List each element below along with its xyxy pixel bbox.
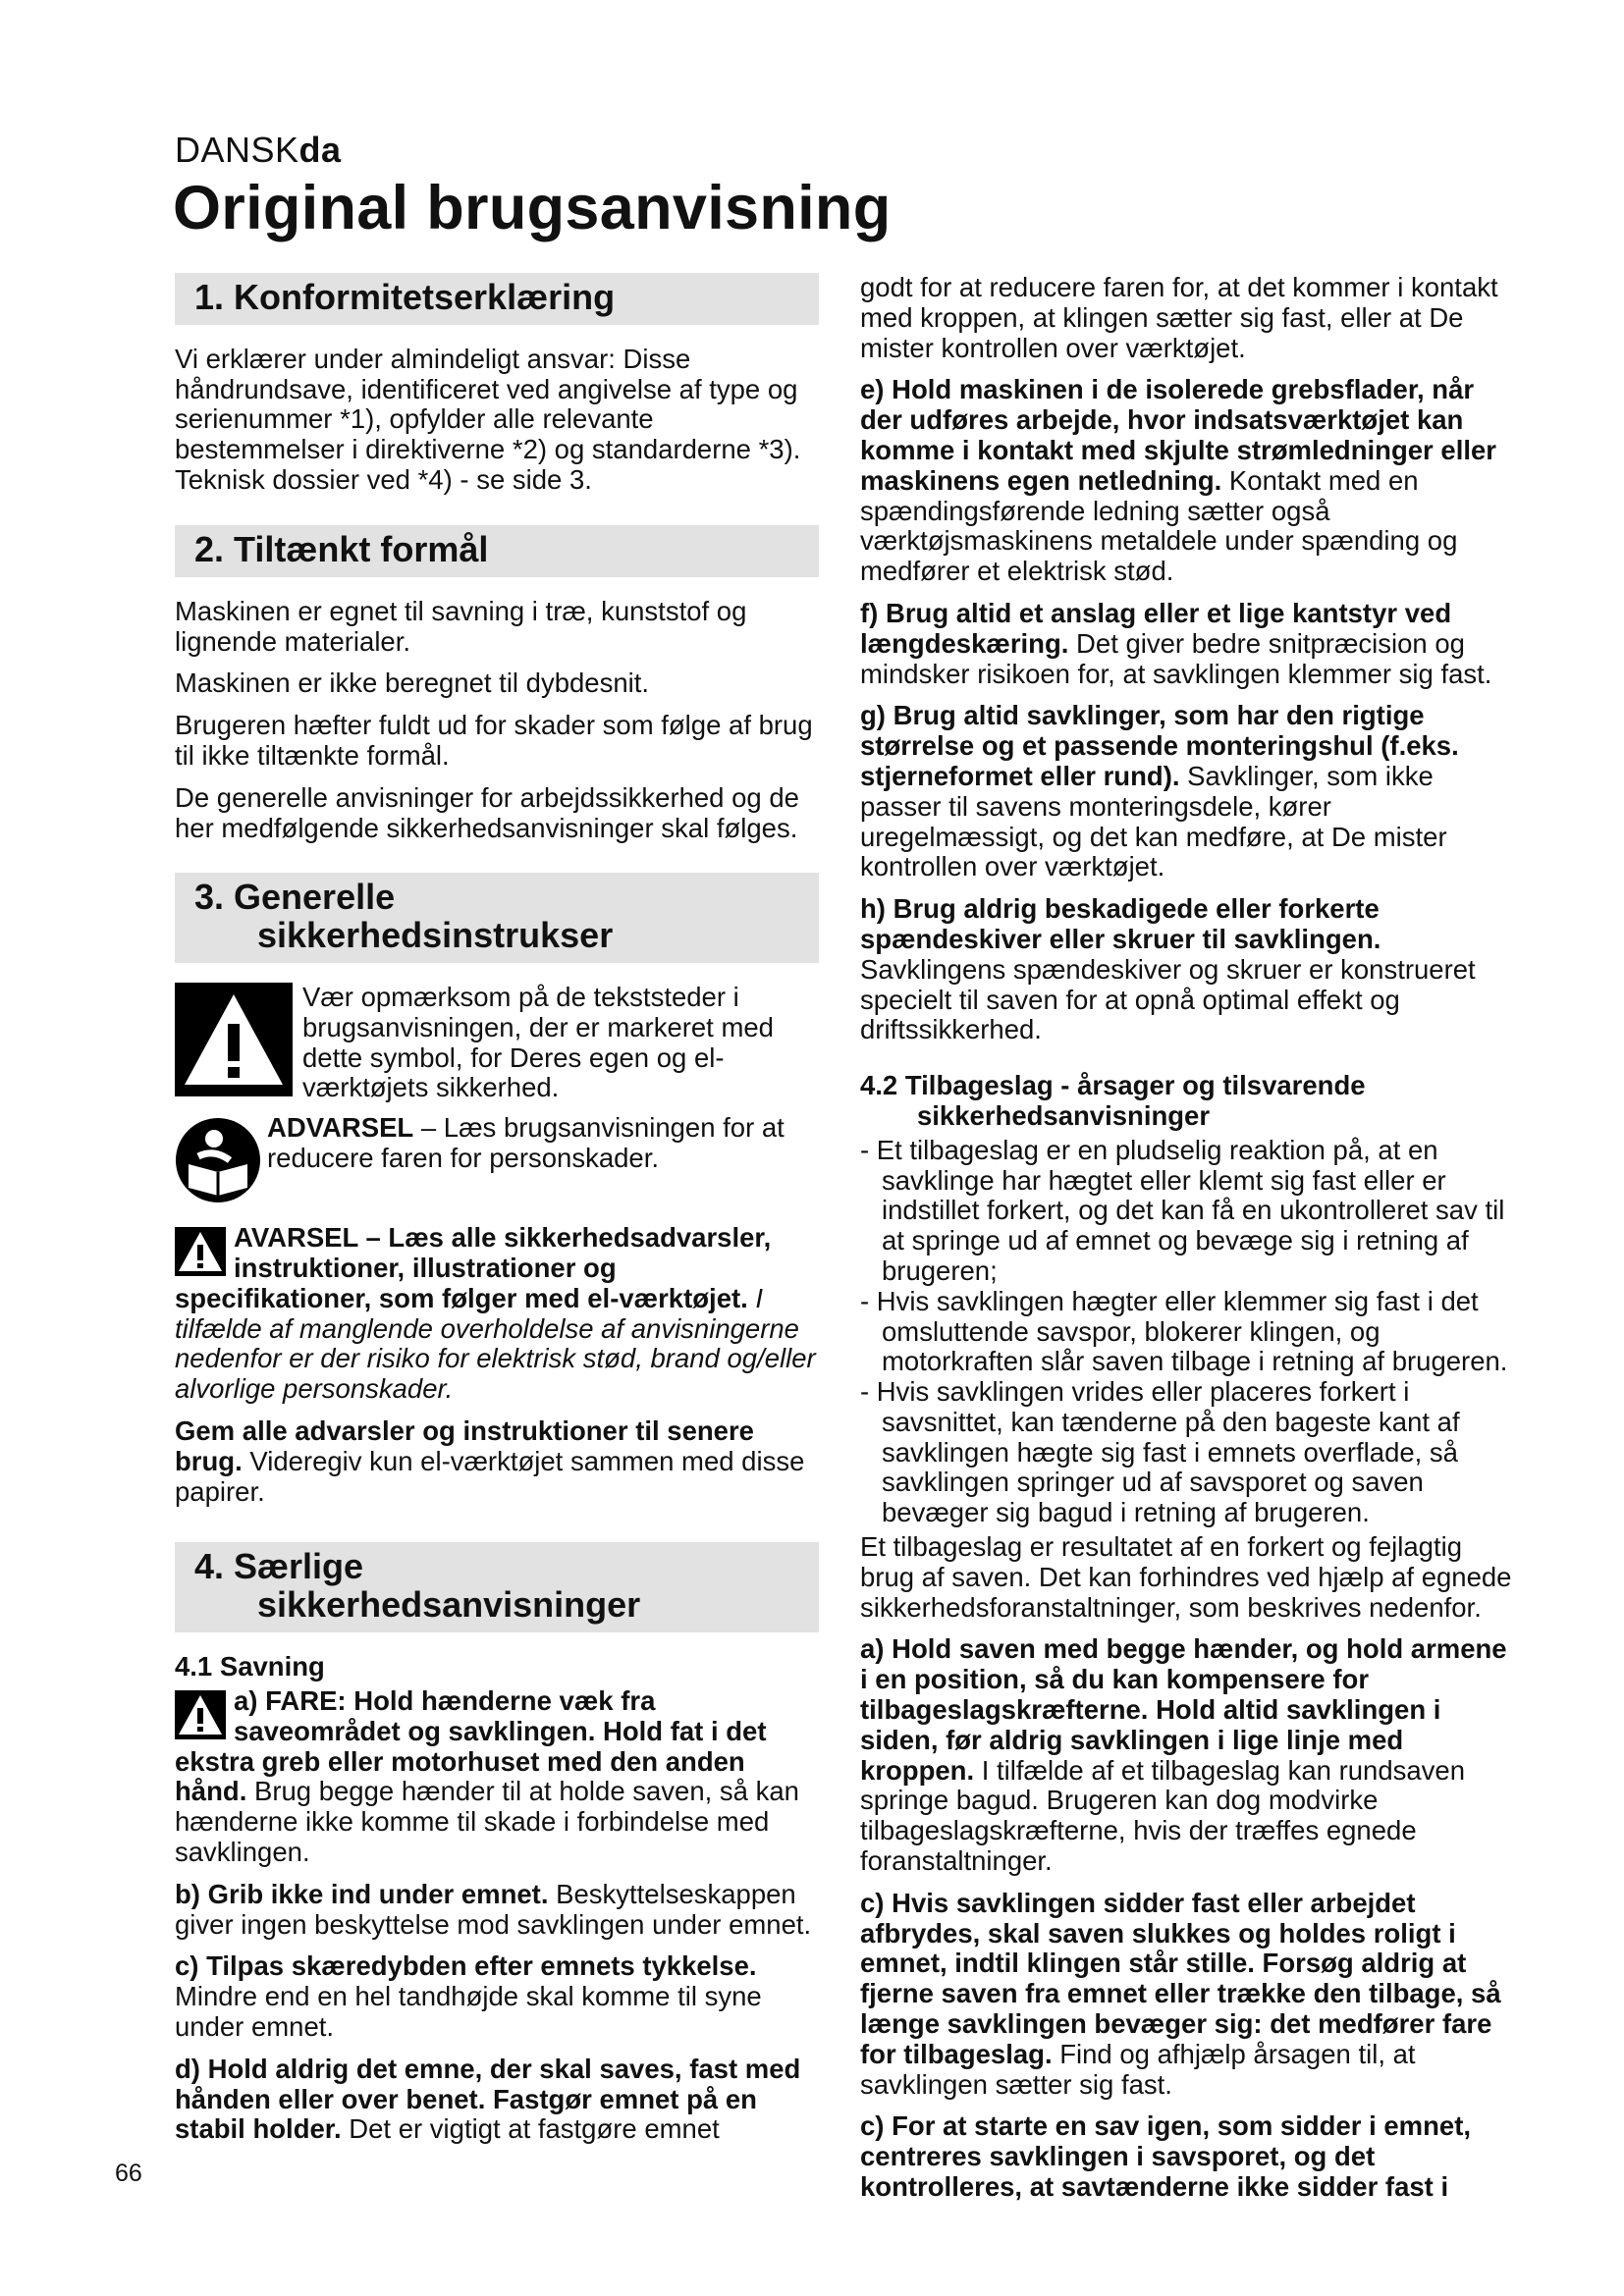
left-column [175,273,819,2157]
item-d: d) Hold aldrig det emne, der skal saves, fast med hånden eller over benet. Fastgør emnet på en stabil holder. Det er vigtigt at fastgøre emnet [175,2053,801,2145]
keep-instructions: Gem alle advarsler og instruktioner til senere brug. Videregiv kun el-værktøjet sammen med disse papirer. [175,1415,805,1507]
s1-paragraph: Vi erklærer under almindeligt ansvar: Disse håndrundsave, identificeret ved angivelse af type og serienummer *1), opfylder alle relevante bestemmelser i direktiverne *2) og standarderne *3). Teknisk dossier ved *4) - se side 3. [175,343,801,496]
page-number: 66 [115,2160,142,2187]
advarsel-note [175,1113,819,1203]
warning-triangle-icon [175,1227,226,1276]
language-label: DANSKda [175,130,342,170]
subsection-4-2-heading: 4.2 Tilbageslag - årsager og tilsvarende sikkerhedsanvisninger [860,1070,1366,1131]
list-item: - Hvis savklingen vrides eller placeres forkert i savsnittet, kan tænderne på den bageste kant af savklingen hægte sig fast i emnets overflade, så savklingen springer ud af savsporet og saven bevæger sig bagud i retning af brugeren. [860,1376,1460,1528]
list-item: - Hvis savklingen hægter eller klemmer sig fast i det omsluttende savspor, blokerer klingen, og motorkraften slår saven tilbage i retning af brugeren. [860,1285,1508,1377]
subsection-4-1-heading: 4.1 Savning [175,1651,325,1682]
list-item: - Et tilbageslag er en pludselig reaktion på, at en savklinge har hægtet eller klemt sig fast eller er indstillet forkert, og det kan få en ukontrolleret sav til at springe ud af emnet og bevæge sig i retning af brugeren; [860,1134,1505,1286]
item-kickback-c: c) Hvis savklingen sidder fast eller arbejdet afbrydes, skal saven slukkes og holdes roligt i emnet, indtil klingen står stille. Forsøg aldrig at fjerne saven fra emnet eller trække den tilbage, så længe savklingen bevæger sig: det medfører fare for tilbageslag. Find og afhjælp årsagen til, at savklingen sætter sig fast. [860,1887,1501,2100]
s2-paragraph-3: Brugeren hæfter fuldt ud for skader som følge af brug til ikke tiltænkte formål. [175,710,813,771]
right-column [860,273,1512,2215]
item-kickback-a: a) Hold saven med begge hænder, og hold armene i en position, så du kan kompensere for tilbageslagskræfterne. Hold altid savklingen i siden, før aldrig savklingen i lige linje med kroppen. I tilfælde af et tilbageslag kan rundsaven springe bagud. Brugeren kan dog modvirke tilbageslagskræfterne, hvis der træffes egnede foranstaltninger. [860,1633,1507,1877]
symbol-note [175,983,819,1103]
item-f: f) Brug altid et anslag eller et lige kantstyr ved længdeskæring. Det giver bedre snitpræcision og mindsker risikoen for, at savklingen klemmer sig fast. [860,597,1492,689]
warning-triangle-icon [175,983,293,1096]
advarsel-text: ADVARSEL – Læs brugsanvisningen for at reducere faren for personskader. [267,1112,785,1174]
s2-paragraph-4: De generelle anvisninger for arbejdssikkerhed og de her medfølgende sikkerhedsanvisninger skal følges. [175,781,799,843]
item-g: g) Brug altid savklinger, som har den rigtige størrelse og et passende monteringshul (f.eks. stjerneformet eller rund). Savklinger, som ikke passer til savens monteringsdele, kører uregelmæssigt, og det kan medføre, at De mister kontrollen over værktøjet. [860,700,1459,882]
read-manual-icon [175,1117,261,1203]
s2-paragraph-2: Maskinen er ikke beregnet til dybdesnit. [175,667,650,699]
continued-text: godt for at reducere faren for, at det kommer i kontakt med kroppen, at klingen sætter sig fast, eller at De mister kontrollen over værktøjet. [860,272,1498,363]
section-4-heading: 4. Særlige sikkerhedsanvisninger [175,1542,819,1632]
item-b: b) Grib ikke ind under emnet. Beskyttelseskappen giver ingen beskyttelse mod savklingen under emnet. [175,1878,812,1940]
page-title: Original brugsanvisning [173,174,892,242]
general-warning: AVARSEL – Læs alle sikkerhedsadvarsler, instruktioner, illustrationer og specifikationer, som følger med el-værktøjet. I tilfælde af manglende overholdelse af anvisningerne nedenfor er der risiko for elektrisk stød, brand og/eller alvorlige personskader. [175,1222,816,1405]
section-3-heading: 3. Generelle sikkerhedsinstrukser [175,873,819,963]
item-c: c) Tilpas skæredybden efter emnets tykkelse. Mindre end en hel tandhøjde skal komme til syne under emnet. [175,1950,762,2042]
s2-paragraph-1: Maskinen er egnet til savning i træ, kunststof og lignende materialer. [175,595,747,657]
item-a: a) FARE: Hold hænderne væk fra saveområdet og savklingen. Hold fat i det ekstra greb eller motorhuset med den anden hånd. Brug begge hænder til at holde saven, så kan hænderne ikke komme til skade i forbindelse med savklingen. [175,1684,799,1867]
section-2-heading: 2. Tiltænkt formål [175,525,819,577]
kickback-causes-list [860,1136,1512,1528]
section-1-heading: 1. Konformitetserklæring [175,273,819,325]
symbol-note-text: Vær opmærksom på de tekststeder i brugsanvisningen, der er markeret med dette symbol, for Deres egen og el-værktøjets sikkerhed. [302,982,774,1103]
kickback-paragraph: Et tilbageslag er resultatet af en forkert og fejlagtig brug af saven. Det kan forhindres ved hjælp af egnede sikkerhedsforanstaltninger, som beskrives nedenfor. [860,1531,1512,1623]
item-h: h) Brug aldrig beskadigede eller forkerte spændeskiver eller skruer til savklingen. Savklingens spændeskiver og skruer er konstrueret specielt til saven for at opnå optimal effekt og driftssikkerhed. [860,893,1476,1045]
item-kickback-c2: c) For at starte en sav igen, som sidder i emnet, centreres savklingen i savsporet, og det kontrolleres, at savtænderne ikke sidder fast i [860,2110,1471,2203]
warning-triangle-icon [175,1690,226,1739]
item-e: e) Hold maskinen i de isolerede grebsflader, når der udføres arbejde, hvor indsatsværktøjet kan komme i kontakt med skjulte strømledninger eller maskinens egen netledning. Kontakt med en spændingsførende ledning sætter også værktøjsmaskinens metaldele under spænding og medfører et elektrisk stød. [860,374,1496,587]
